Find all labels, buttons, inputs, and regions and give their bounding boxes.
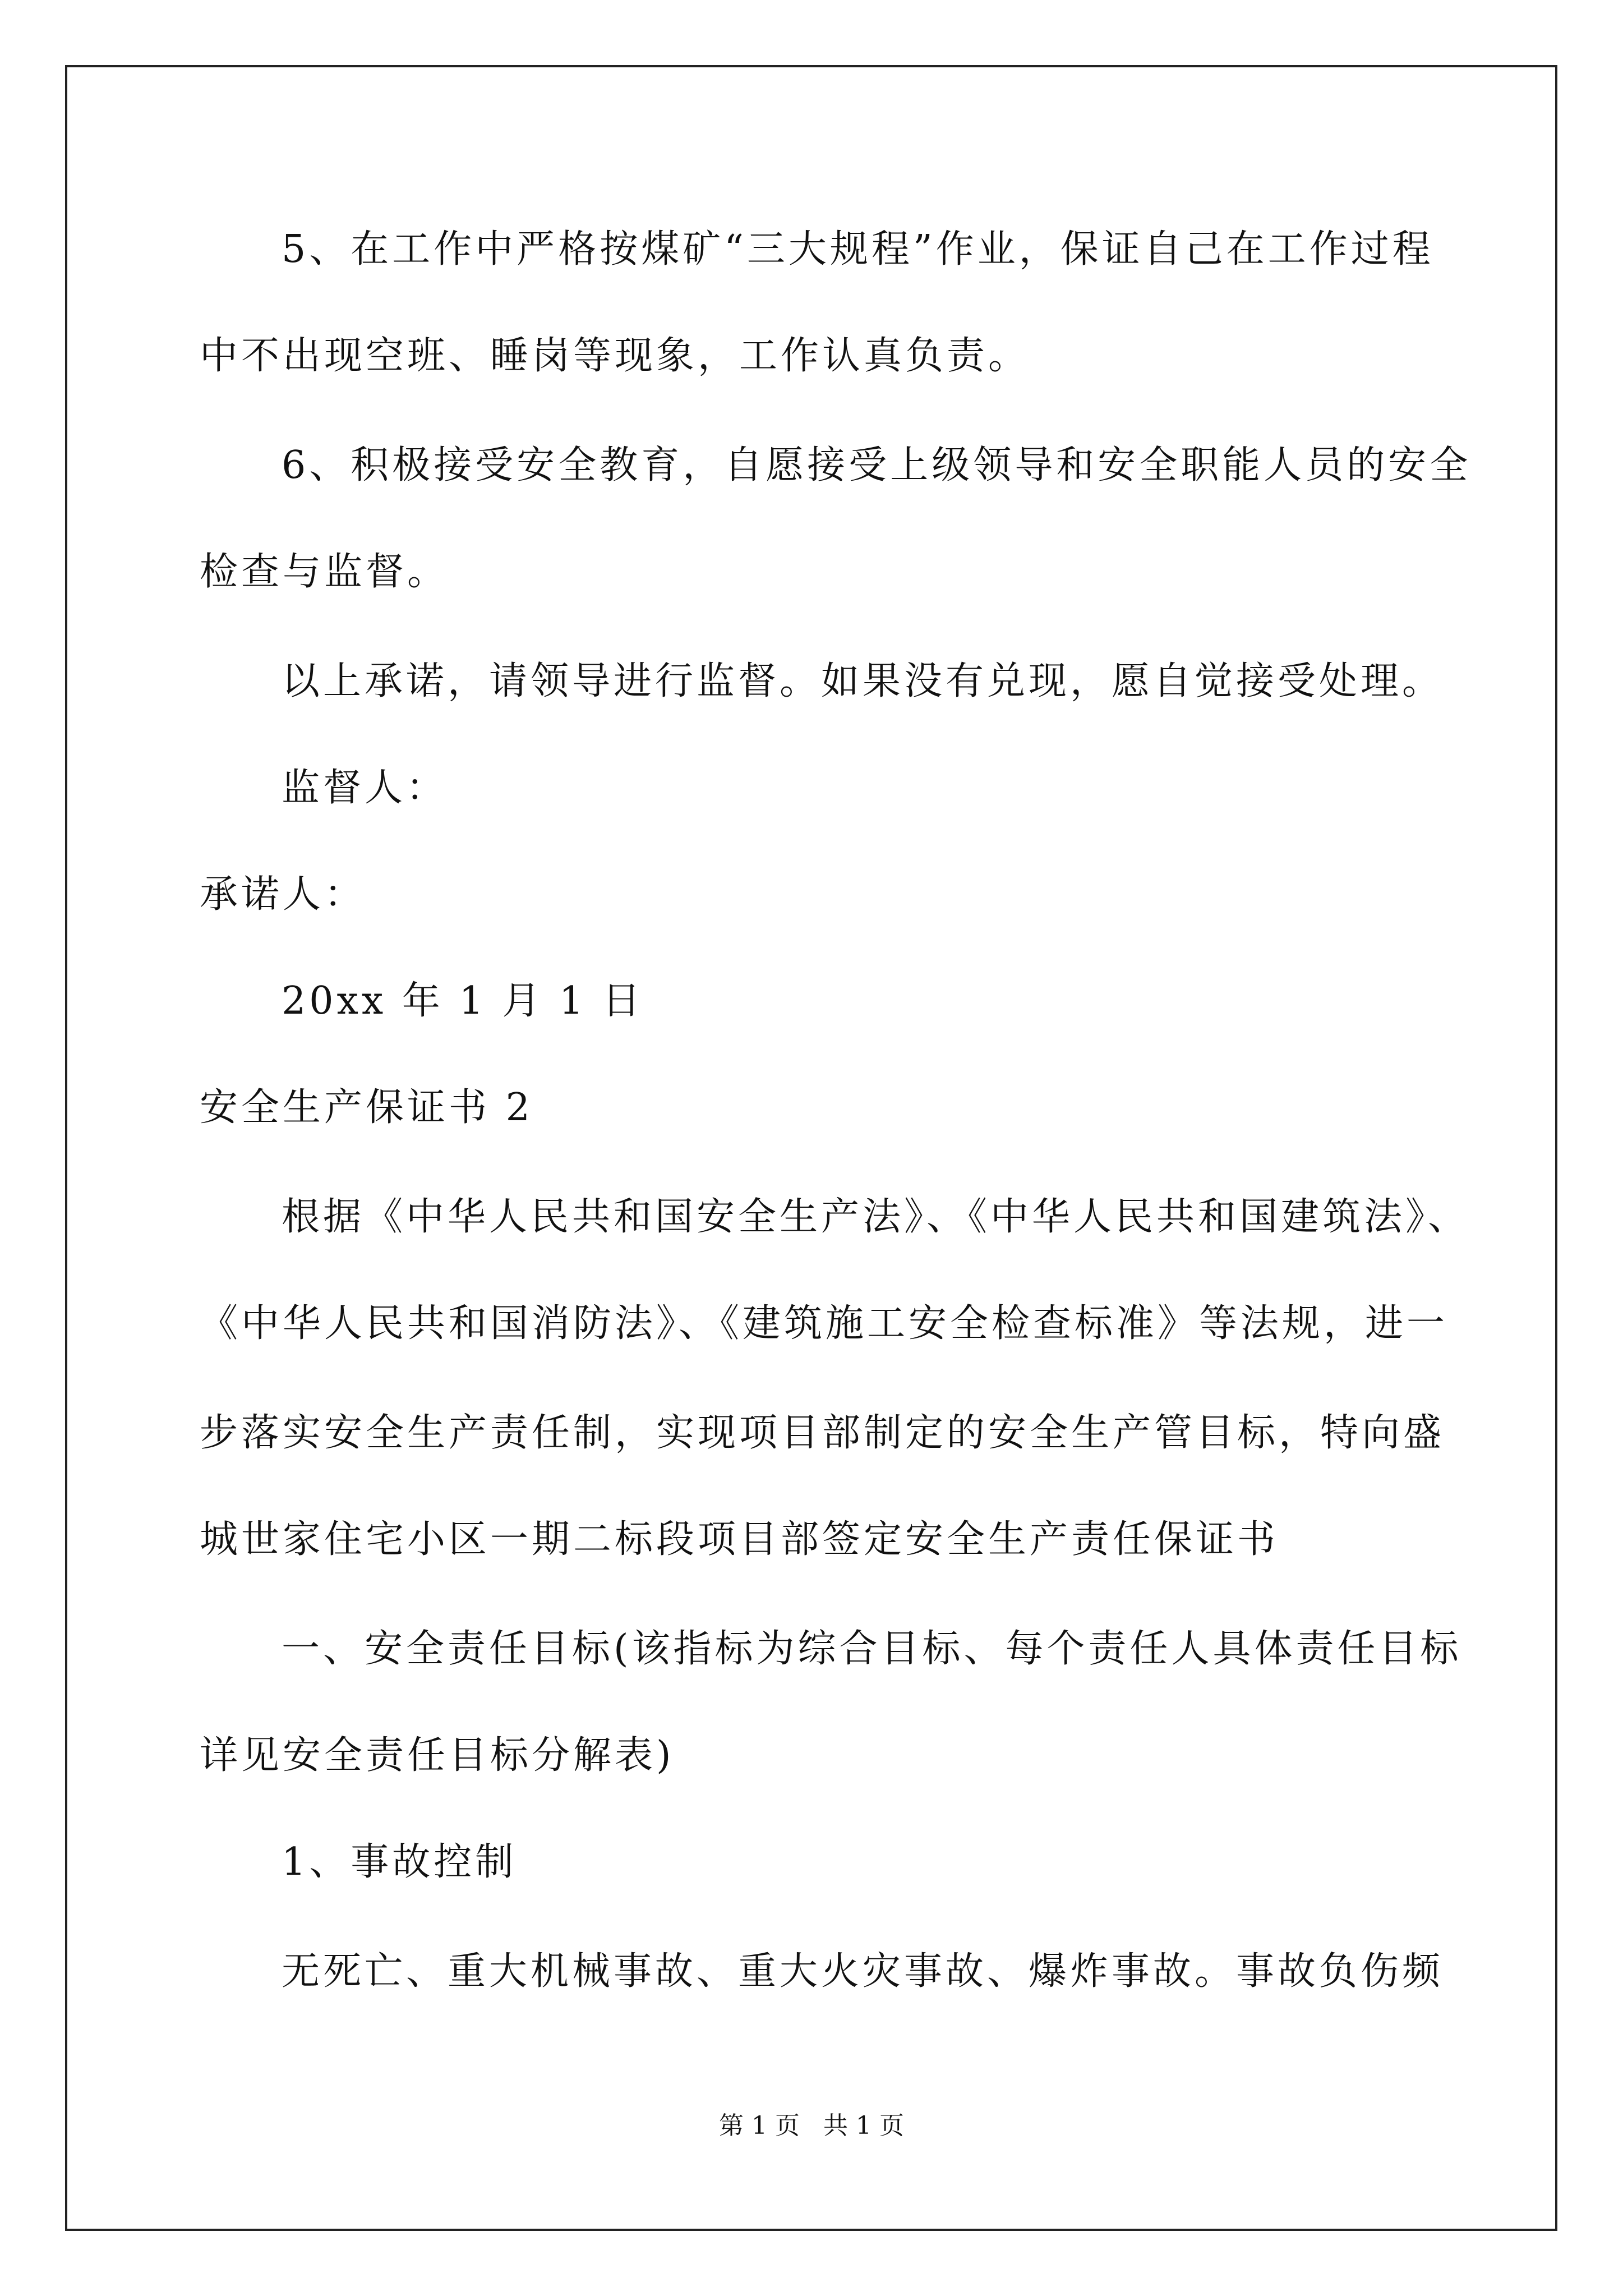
paragraph-line: 以上承诺，请领导进行监督。如果没有兑现，愿自觉接受处理。 (282, 659, 1444, 703)
paragraph-line: 根据《中华人民共和国安全生产法》、《中华人民共和国建筑法》、 (282, 1195, 1470, 1239)
promiser-label: 承诺人： (200, 872, 366, 917)
paragraph-line: 中不出现空班、睡岗等现象，工作认真负责。 (200, 334, 1030, 378)
paragraph-line: 详见安全责任目标分解表) (200, 1733, 675, 1778)
section-title: 安全生产保证书 2 (200, 1085, 533, 1130)
paragraph-line: 一、安全责任目标(该指标为综合目标、每个责任人具体责任目标 (282, 1627, 1462, 1671)
subsection-title: 1、事故控制 (282, 1840, 517, 1884)
paragraph-line: 城世家住宅小区一期二标段项目部签定安全生产责任保证书 (200, 1517, 1279, 1562)
date-line: 20xx 年 1 月 1 日 (282, 979, 644, 1023)
paragraph-line: 无死亡、重大机械事故、重大火灾事故、爆炸事故。事故负伤频 (282, 1949, 1444, 1994)
paragraph-line: 5、在工作中严格按煤矿“三大规程”作业，保证自己在工作过程 (282, 227, 1434, 272)
paragraph-line: 检查与监督。 (200, 550, 449, 594)
paragraph-line: 6、积极接受安全教育，自愿接受上级领导和安全职能人员的安全 (282, 443, 1472, 487)
paragraph-line: 步落实安全生产责任制，实现项目部制定的安全生产管目标，特向盛 (200, 1411, 1445, 1455)
page-border (65, 65, 1557, 2231)
page-number: 第 1 页 共 1 页 (719, 2111, 904, 2140)
paragraph-line: 《中华人民共和国消防法》、《建筑施工安全检查标准》等法规，进一 (200, 1301, 1449, 1346)
supervisor-label: 监督人： (282, 766, 448, 810)
